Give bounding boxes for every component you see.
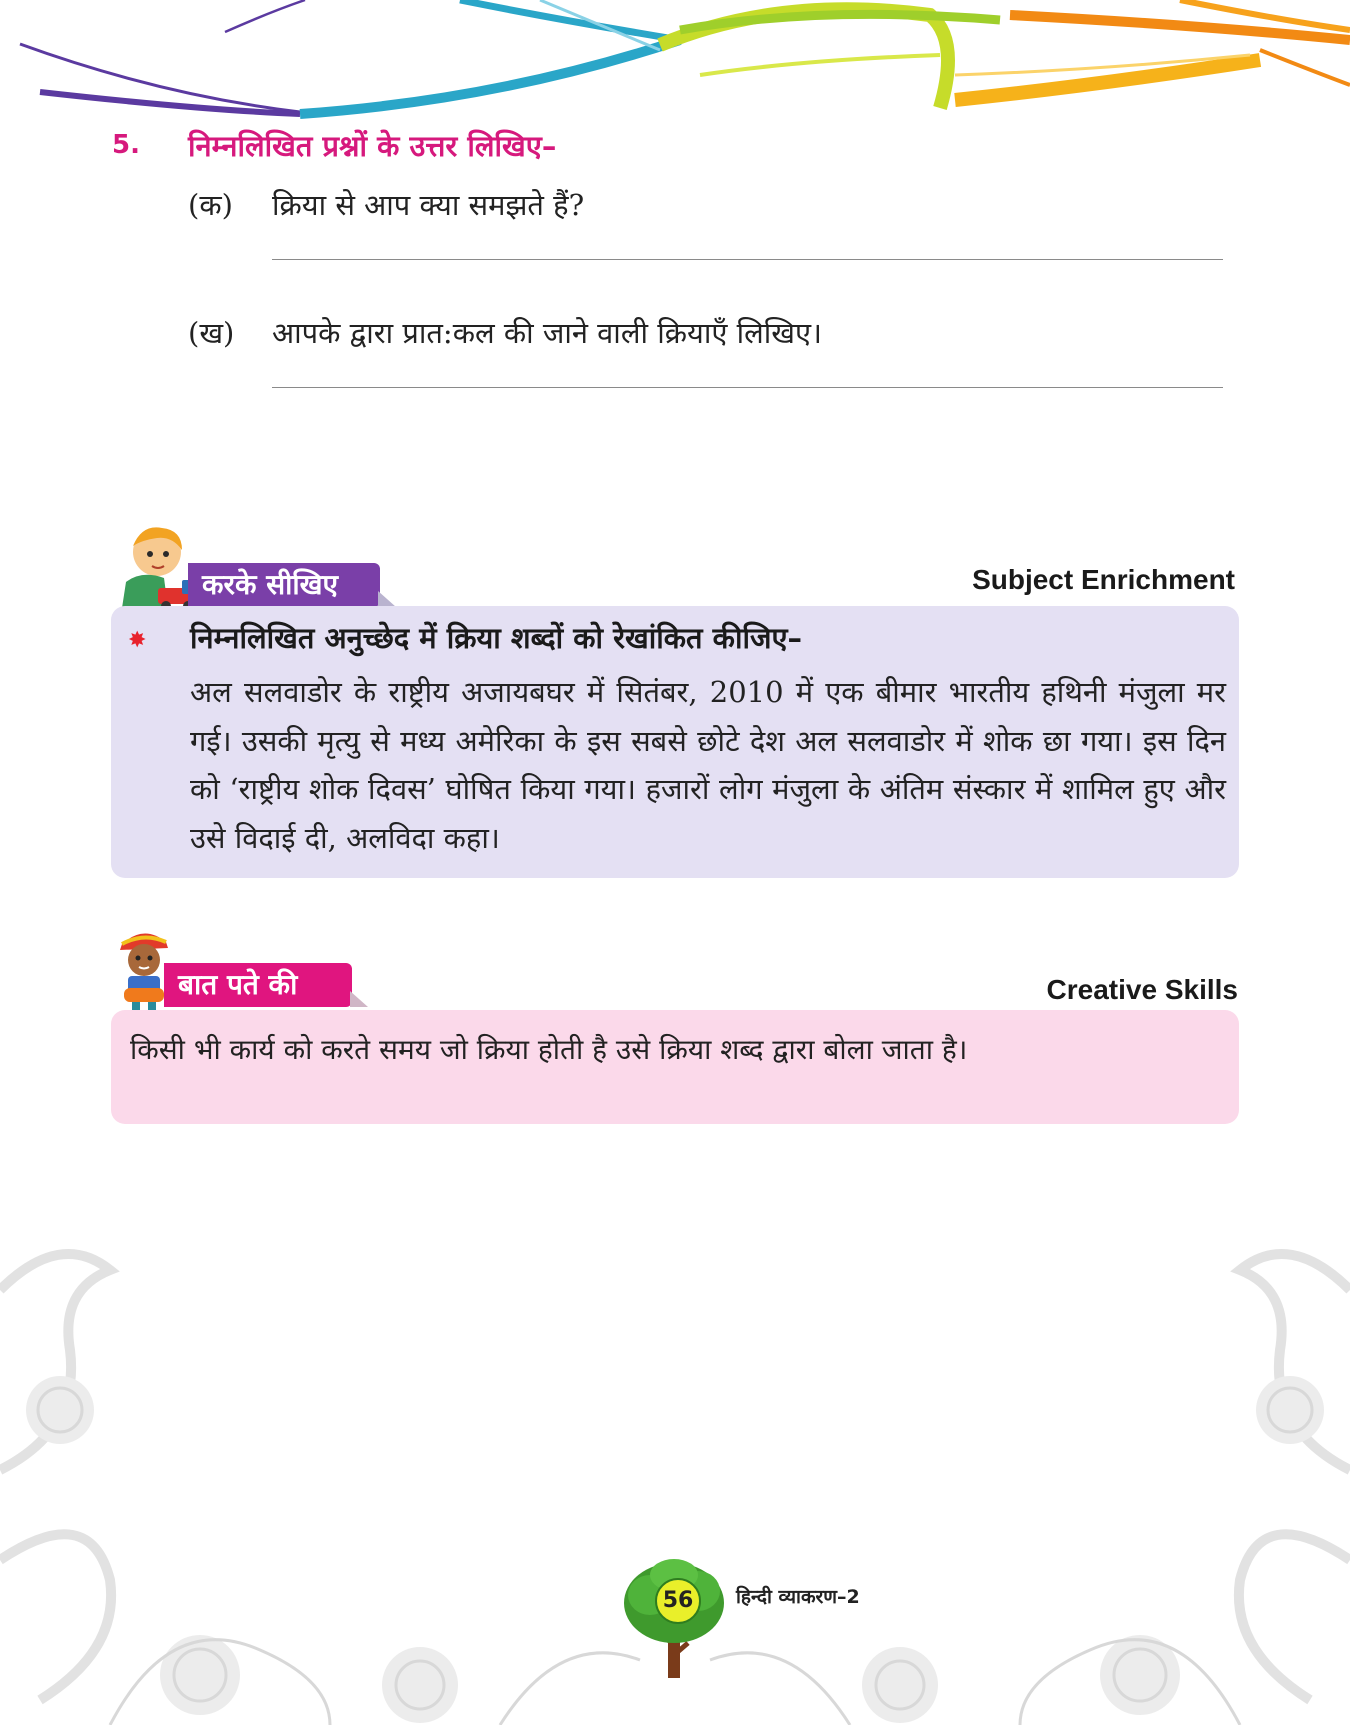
activity-paragraph: अल सलवाडोर के राष्ट्रीय अजायबघर में सितंबर, 2010 में एक बीमार भारतीय हथिनी मंजुला मर गई। उसकी मृत्यु से मध्य अमेरिका के इस सबसे छोटे देश अल सलवाडोर में शोक छा गया। इस दिन को ‘राष्ट्रीय शोक दिवस’ घोषित किया गया। हजारों लोग मंजुला के अंतिम संस्कार में शामिल हुए और उसे विदाई दी, अलविदा कहा। — [190, 675, 1226, 855]
red-star-bullet-icon: ✸ — [128, 628, 147, 653]
banner-tail — [378, 591, 396, 607]
sub-question-label-kha: (ख) — [188, 316, 235, 350]
banner-tail — [350, 991, 368, 1007]
tip-text: किसी भी कार्य को करते समय जो क्रिया होती है उसे क्रिया शब्द द्वारा बोला जाता है। — [130, 1033, 968, 1066]
tip-banner: बात पते की — [164, 963, 352, 1007]
question-title: निम्नलिखित प्रश्नों के उत्तर लिखिए– — [188, 129, 557, 163]
subject-enrichment-tag: Subject Enrichment — [972, 564, 1235, 595]
header-decoration — [0, 0, 1350, 120]
answer-line[interactable] — [272, 387, 1223, 388]
page-number: 56 — [655, 1578, 701, 1624]
sub-question-text-ka: क्रिया से आप क्या समझते हैं? — [272, 188, 585, 222]
sub-question-text-kha: आपके द्वारा प्रात:कल की जाने वाली क्रियाएँ लिखिए। — [272, 316, 823, 350]
activity-task-title: निम्नलिखित अनुच्छेद में क्रिया शब्दों को रेखांकित कीजिए– — [190, 621, 803, 655]
book-title: हिन्दी व्याकरण–2 — [736, 1586, 860, 1608]
activity-banner: करके सीखिए — [188, 563, 380, 607]
sub-question-label-ka: (क) — [188, 188, 233, 222]
question-number: 5. — [112, 130, 140, 160]
creative-skills-tag: Creative Skills — [1046, 974, 1238, 1005]
answer-line[interactable] — [272, 259, 1223, 260]
